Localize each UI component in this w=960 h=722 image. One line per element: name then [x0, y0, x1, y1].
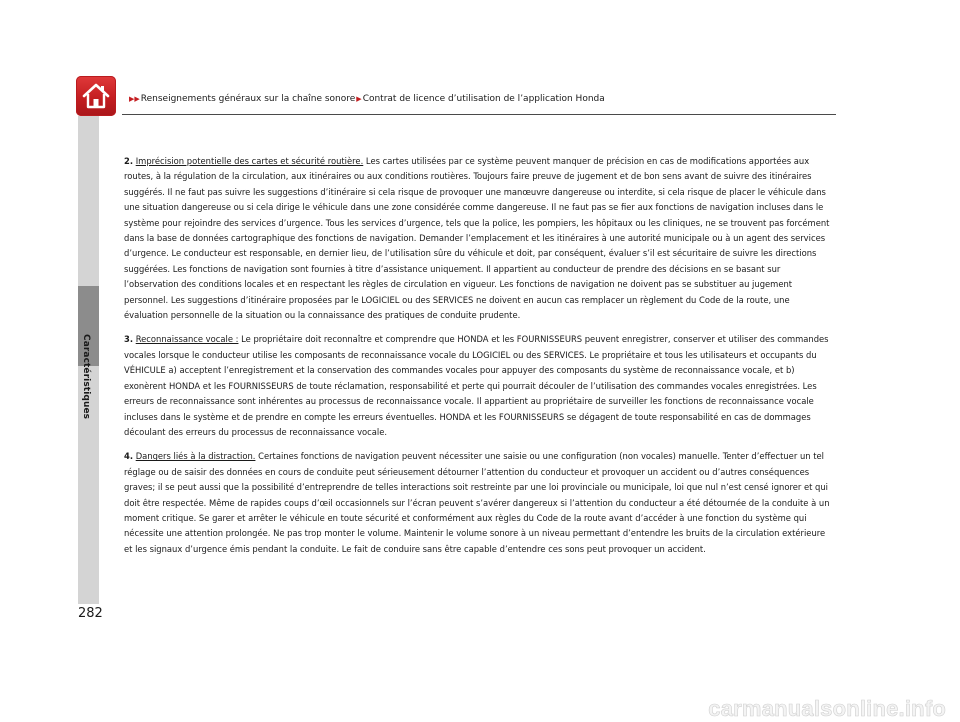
breadcrumb-arrow-icon: ▶	[356, 95, 362, 103]
page-number: 282	[78, 606, 103, 621]
paragraph-2	[124, 154, 836, 323]
paragraph-heading: Reconnaissance vocale :	[135, 334, 239, 345]
paragraph-number: 2.	[124, 156, 134, 166]
breadcrumb-item-license: Contrat de licence d’utilisation de l’application Honda	[362, 94, 605, 104]
watermark: carmanualsonline.info	[708, 696, 946, 721]
header-divider	[122, 114, 836, 115]
breadcrumb-item-audio[interactable]: Renseignements généraux sur la chaîne sonore	[140, 94, 356, 104]
paragraph-body: Les cartes utilisées par ce système peuvent manquer de précision en cas de modifications apportées aux routes, à la régulation de la circulation, aux itinéraires ou aux conditions routières. Toujours faire preuve de jugement et de bon sens avant de suivre des itinéraires suggérés. Il ne faut pas suivre les suggestions d’itinéraire si cela risque de provoquer une manœuvre dangereuse ou interdite, si cela risque de placer le véhicule dans une situation dangereuse ou si cela dirige le véhicule dans une zone considérée comme dangereuse. Il ne faut pas se fier aux fonctions de navigation incluses dans le système pour rejoindre des services d’urgence. Tous les services d’urgence, tels que la police, les pompiers, les hôpitaux ou les cliniques, ne se trouvent pas forcément dans la base de données cartographique des fonctions de navigation. Demander l’emplacement et les itinéraires à une autorité municipale ou à un agent des services d’urgence. Le conducteur est responsable, en dernier lieu, de l’utilisation sûre du véhicule et doit, par conséquent, évaluer s’il est sécuritaire de suivre les directions suggérées. Les fonctions de navigation sont fournies à titre d’assistance uniquement. Il appartient au conducteur de prendre des décisions en se basant sur l’observation des conditions locales et en respectant les règles de circulation en vigueur. Les fonctions de navigation ne doivent pas se substituer au jugement personnel. Les suggestions d’itinéraire proposées par le LOGICIEL ou des SERVICES ne doivent en aucun cas remplacer un règlement du Code de la route, une évaluation personnelle de la situation ou la connaissance des pratiques de conduite prudente.	[124, 156, 830, 321]
paragraph-4	[124, 449, 836, 557]
paragraph-number: 4.	[124, 451, 134, 462]
paragraph-number: 3.	[124, 334, 134, 345]
breadcrumb-arrow-icon: ▶▶	[129, 95, 140, 103]
main-content	[124, 154, 836, 566]
paragraph-heading: Dangers liés à la distraction.	[135, 451, 256, 462]
home-button[interactable]	[76, 76, 116, 116]
paragraph-body: Certaines fonctions de navigation peuvent nécessiter une saisie ou une configuration (non vocales) manuelle. Tenter d’effectuer un tel réglage ou de saisir des données en cours de conduite peut sérieusement détourner l’attention du conducteur et provoquer un accident ou d’autres conséquences graves; il se peut aussi que la possibilité d’entreprendre de telles interactions soit restreinte par une loi provinciale ou municipale, loi que nul n’est censé ignorer et qui doit être respectée. Même de rapides coups d’œil occasionnels sur l’écran peuvent s’avérer dangereux si l’attention du conducteur a été détournée de la conduite à un moment critique. Se garer et arrêter le véhicule en toute sécurité et conformément aux règles du Code de la route avant d’accéder à une fonction du système qui nécessite une attention prolongée. Ne pas trop monter le volume. Maintenir le volume sonore à un niveau permettant d’entendre les bruits de la circulation extérieure et les signaux d’urgence émis pendant la conduite. Le fait de conduire sans être capable d’entendre ces sons peut provoquer un accident.	[124, 451, 830, 554]
home-icon	[81, 82, 111, 110]
breadcrumb	[129, 94, 605, 105]
section-label: Caractéristiques	[81, 334, 91, 420]
paragraph-heading: Imprécision potentielle des cartes et sécurité routière.	[135, 156, 364, 166]
paragraph-body: Le propriétaire doit reconnaître et comprendre que HONDA et les FOURNISSEURS peuvent enregistrer, conserver et utiliser des commandes vocales lorsque le conducteur utilise les composants de reconnaissance vocale du LOGICIEL ou des SERVICES. Le propriétaire et tous les utilisateurs et occupants du VÉHICULE a) acceptent l’enregistrement et la conservation des commandes vocales pour appuyer des composants du système de reconnaissance vocale, et b) exonèrent HONDA et les FOURNISSEURS de toute réclamation, responsabilité et perte qui pourrait découler de l’utilisation des commandes vocales enregistrées. Les erreurs de reconnaissance sont inhérentes au processus de reconnaissance vocale. Il appartient au propriétaire de surveiller les fonctions de reconnaissance vocale incluses dans le système et de prendre en compte les erreurs éventuelles. HONDA et les FOURNISSEURS se dégagent de toute responsabilité en cas de dommages découlant des erreurs du processus de reconnaissance vocale.	[124, 334, 829, 437]
paragraph-3	[124, 332, 836, 440]
